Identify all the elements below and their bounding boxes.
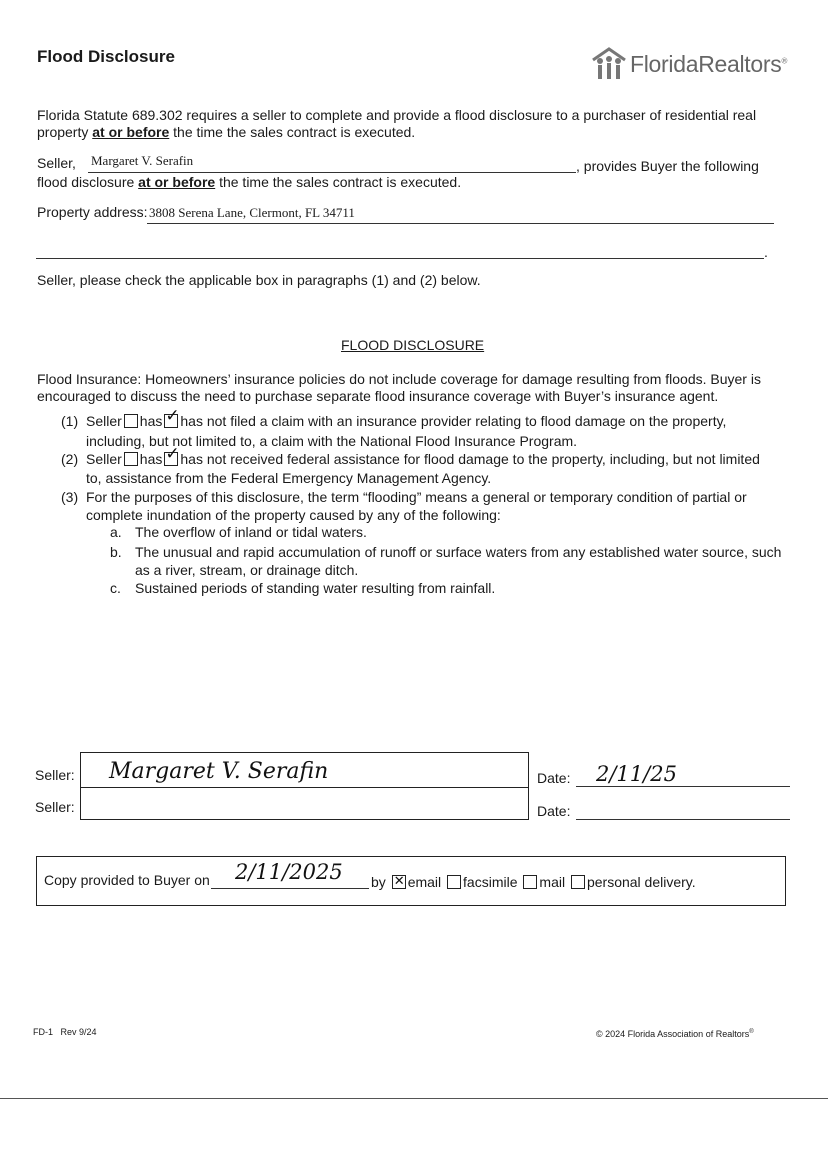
item-2-number: (2) bbox=[61, 451, 79, 467]
intro-line-2: the time the sales contract is executed. bbox=[173, 124, 416, 140]
intro-line-1: Florida Statute 689.302 requires a seller to complete and provide a flood disclosure to a purchaser of residential real bbox=[37, 107, 757, 123]
item-2-has-not-checkbox[interactable] bbox=[164, 452, 178, 466]
house-people-icon bbox=[590, 46, 628, 82]
delivery-options: by ✕ email facsimile mail personal delivery. bbox=[371, 874, 696, 891]
scan-edge-line bbox=[0, 1098, 828, 1099]
logo-text-florida: Florida bbox=[630, 51, 699, 77]
intro-property: property bbox=[37, 124, 89, 140]
seller-name-field[interactable]: Margaret V. Serafin bbox=[91, 153, 194, 168]
seller-1-signature[interactable]: Margaret V. Serafin bbox=[109, 759, 329, 784]
logo-text-realtors: Realtors bbox=[698, 51, 782, 77]
personal-delivery-option-label: personal delivery. bbox=[586, 874, 696, 890]
seller-label: Seller, bbox=[37, 155, 76, 171]
intro-emphasis: at or before bbox=[92, 124, 170, 140]
item-b-text-1: The unusual and rapid accumulation of runoff or surface waters from any established water source, such bbox=[135, 544, 782, 560]
item-1-number: (1) bbox=[61, 413, 79, 429]
item-3-line-1: For the purposes of this disclosure, the term “flooding” means a general or temporary condition of partial or bbox=[86, 489, 747, 505]
instruction-text: Seller, please check the applicable box in paragraphs (1) and (2) below. bbox=[37, 272, 481, 288]
intro-paragraph bbox=[37, 107, 797, 141]
page-title: Flood Disclosure bbox=[37, 47, 175, 66]
item-2-has-checkbox[interactable] bbox=[124, 452, 138, 466]
seller-2-label: Seller: bbox=[35, 799, 75, 815]
item-2: Seller has✓ has not received federal assistance for flood damage to the property, including, but not limited bbox=[86, 451, 760, 468]
date-1-label: Date: bbox=[537, 770, 571, 786]
item-c-letter: c. bbox=[110, 580, 121, 596]
email-checkbox[interactable] bbox=[392, 875, 406, 889]
item-b-letter: b. bbox=[110, 544, 122, 560]
seller-1-label: Seller: bbox=[35, 767, 75, 783]
property-address-field[interactable]: 3808 Serena Lane, Clermont, FL 34711 bbox=[149, 205, 355, 220]
mail-option-label: mail bbox=[539, 874, 566, 890]
copyright: © 2024 Florida Association of Realtors® bbox=[596, 1029, 754, 1039]
logo-registered-mark: ® bbox=[781, 56, 788, 66]
seller-line-2: flood disclosure at or before the time the sales contract is executed. bbox=[37, 174, 462, 190]
facsimile-option-label: facsimile bbox=[463, 874, 518, 890]
property-address-line-2[interactable] bbox=[36, 258, 764, 259]
email-option-label: email bbox=[407, 874, 442, 890]
item-1-has-checkbox[interactable] bbox=[124, 414, 138, 428]
item-b-text-2: as a river, stream, or drainage ditch. bbox=[135, 562, 359, 578]
item-2-continued: to, assistance from the Federal Emergency Management Agency. bbox=[86, 470, 492, 486]
address-end-mark: . bbox=[764, 244, 768, 260]
flood-insurance-paragraph: Flood Insurance: Homeowners’ insurance policies do not include coverage for damage resulting from floods. Buyer is encouraged to discuss the need to purchase separate flood insurance coverage with Buyer’s insurance agent. bbox=[37, 371, 761, 404]
seller-line-suffix: , provides Buyer the following bbox=[576, 158, 759, 174]
seller-signature-box bbox=[80, 752, 529, 820]
property-address-label: Property address: bbox=[37, 204, 148, 220]
item-a-text: The overflow of inland or tidal waters. bbox=[135, 524, 367, 540]
item-a-letter: a. bbox=[110, 524, 122, 540]
mail-checkbox[interactable] bbox=[523, 875, 537, 889]
item-1-has-not-checkbox[interactable] bbox=[164, 414, 178, 428]
copy-provided-box bbox=[36, 856, 786, 906]
item-3-line-2: complete inundation of the property caused by any of the following: bbox=[86, 507, 501, 523]
seller-1-date[interactable]: 2/11/25 bbox=[596, 762, 677, 786]
facsimile-checkbox[interactable] bbox=[447, 875, 461, 889]
item-3-number: (3) bbox=[61, 489, 79, 505]
copy-provided-label: Copy provided to Buyer on bbox=[44, 872, 210, 888]
section-heading: FLOOD DISCLOSURE bbox=[341, 337, 485, 353]
item-1-continued: including, but not limited to, a claim with the National Flood Insurance Program. bbox=[86, 433, 578, 449]
copy-provided-date[interactable]: 2/11/2025 bbox=[235, 860, 343, 884]
form-id: FD-1 Rev 9/24 bbox=[33, 1027, 97, 1037]
item-c-text: Sustained periods of standing water resulting from rainfall. bbox=[135, 580, 496, 596]
personal-delivery-checkbox[interactable] bbox=[571, 875, 585, 889]
item-1: Seller has✓ has not filed a claim with an insurance provider relating to flood damage on the property, bbox=[86, 413, 726, 430]
date-2-label: Date: bbox=[537, 803, 571, 819]
